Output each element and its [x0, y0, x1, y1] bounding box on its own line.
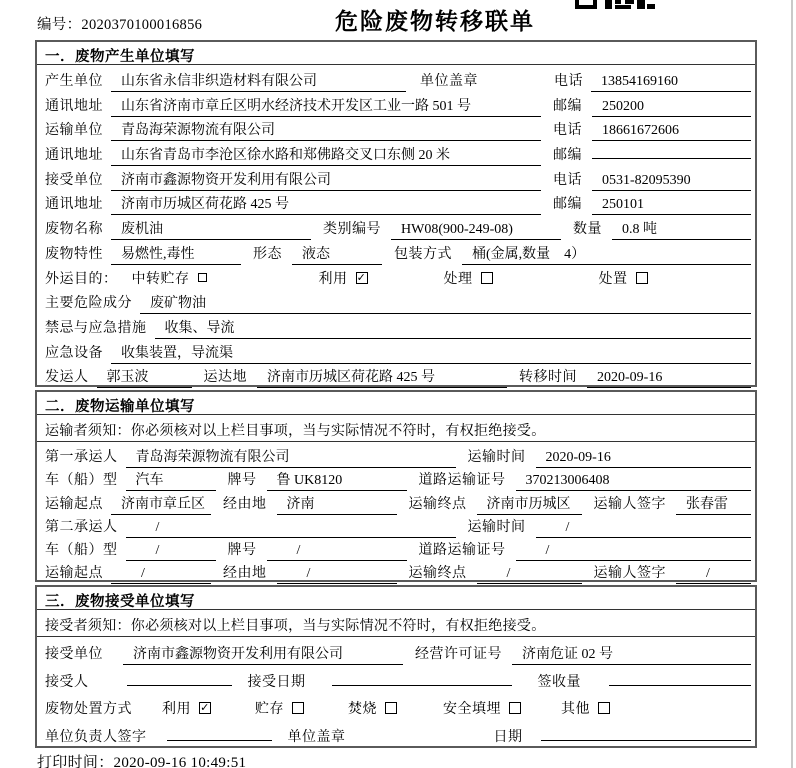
sign2-value: / [676, 566, 751, 584]
phone3-value: 0531-82095390 [592, 173, 751, 191]
serial-label: 编号： [37, 17, 82, 33]
route1-row [37, 489, 755, 512]
carrier2-value: / [126, 520, 456, 538]
producer-value: 山东省永信非织造材料有限公司 [111, 70, 406, 92]
shipper-label: 发运人 [45, 370, 89, 386]
disposal-option-store [255, 698, 304, 718]
disposal-option-utilize [162, 698, 211, 718]
addr3-label: 通讯地址 [45, 197, 103, 213]
transporter-address-row [37, 139, 755, 164]
checkbox-treat [481, 272, 493, 284]
category-value: HW08(900-249-08) [391, 222, 561, 240]
receiver-label: 接受单位 [45, 172, 103, 188]
origin2-value: / [111, 566, 211, 584]
section1-header: 一．废物产生单位填写 [37, 42, 755, 65]
section2-header: 二．废物运输单位填写 [37, 392, 755, 415]
purpose-row [37, 263, 755, 288]
disposal-option-label: 其他 [561, 702, 590, 717]
permit2-label: 道路运输证号 [418, 543, 506, 559]
via1-label: 经由地 [223, 496, 267, 512]
print-time-label: 打印时间： [37, 755, 114, 768]
carrier1-value: 青岛海荣源物流有限公司 [126, 446, 456, 468]
vehicle2-value: / [126, 543, 216, 561]
checkbox-disposal-store [292, 702, 304, 714]
license-label: 经营许可证号 [415, 647, 502, 662]
section3-header: 三．废物接受单位填写 [37, 587, 755, 610]
qty-label: 数量 [573, 222, 602, 238]
disposal-row [37, 692, 755, 720]
sign1-label: 运输人签字 [593, 496, 666, 512]
end2-value: / [477, 566, 582, 584]
disposal-option-landfill [443, 698, 521, 718]
receive-unit-label: 接受单位 [45, 647, 103, 662]
carrier1-label: 第一承运人 [45, 450, 118, 465]
purpose-option-treat [444, 268, 493, 288]
vehicle2-row [37, 535, 755, 558]
receive-date-value [332, 671, 512, 686]
end1-label: 运输终点 [408, 496, 467, 512]
disposal-option-label: 焚烧 [348, 702, 377, 717]
sign1-value: 张春雷 [676, 493, 751, 515]
unit-seal-label: 单位盖章 [420, 74, 478, 89]
phone1-value: 13854169160 [591, 74, 751, 92]
equipment-label: 应急设备 [45, 345, 103, 361]
time2-value: / [536, 520, 752, 538]
vehicle1-row [37, 465, 755, 488]
serial-value: 2020370100016856 [81, 17, 203, 33]
disposal-option-label: 利用 [162, 702, 191, 717]
receive-date-label: 接受日期 [247, 674, 306, 690]
purpose-option-transfer-storage [132, 268, 207, 288]
addr1-value: 山东省济南市章丘区明水经济技术开发区工业一路 501 号 [111, 95, 541, 117]
checkbox-disposal-landfill [509, 702, 521, 714]
qty-value: 0.8 吨 [612, 218, 751, 240]
zip1-value: 250200 [592, 99, 751, 117]
producer-row [37, 65, 755, 90]
waste-character-row [37, 238, 755, 263]
shipper-row [37, 361, 755, 386]
transporter-row [37, 114, 755, 139]
end1-value: 济南市历城区 [477, 493, 582, 515]
packing-value: 桶(金属,数量 4） [462, 243, 751, 265]
leader-sign-label: 单位负责人签字 [45, 729, 147, 745]
disposal-label: 废物处置方式 [45, 702, 132, 717]
taboo-row [37, 312, 755, 337]
equipment-row [37, 337, 755, 362]
time1-value: 2020-09-16 [536, 450, 752, 468]
checkbox-transfer-storage [198, 273, 207, 282]
origin1-label: 运输起点 [45, 496, 103, 512]
via2-value: / [277, 566, 397, 584]
purpose-option-label: 处理 [443, 271, 473, 287]
origin1-value: 济南市章丘区 [111, 493, 211, 515]
section-transporter [35, 390, 757, 582]
waste-name-value: 废机油 [111, 218, 311, 240]
plate1-value: 鲁 UK8120 [267, 469, 407, 491]
carrier2-label: 第二承运人 [45, 519, 118, 535]
phone2-value: 18661672606 [592, 123, 751, 141]
carrier2-row [37, 512, 755, 535]
transporter-label: 运输单位 [45, 123, 103, 139]
carrier1-row [37, 442, 755, 465]
transporter-notice: 运输者须知：你必须核对以上栏目事项，当与实际情况不符时，有权拒绝接受。 [37, 415, 755, 442]
unit-seal3-label: 单位盖章 [287, 729, 346, 745]
via2-label: 经由地 [223, 566, 267, 582]
receiver-row [37, 164, 755, 189]
plate2-value: / [267, 543, 407, 561]
taboo-value: 收集、导流 [155, 317, 752, 339]
page-edge-line [791, 0, 793, 768]
disposal-option-incinerate [348, 698, 397, 718]
document-title: 危险废物转移联单 [335, 9, 535, 34]
leader-sign-row [37, 720, 755, 748]
time1-label: 运输时间 [467, 450, 526, 465]
hazard-label: 主要危险成分 [45, 296, 132, 312]
addr1-label: 通讯地址 [45, 98, 103, 114]
dest-value: 济南市历城区荷花路 425 号 [257, 366, 507, 388]
via1-value: 济南 [277, 493, 397, 515]
section-producer [35, 40, 757, 387]
dest-label: 运达地 [203, 370, 247, 386]
leader-sign-value [167, 726, 272, 741]
phone1-label: 电话 [554, 74, 583, 89]
addr2-label: 通讯地址 [45, 148, 103, 164]
plate2-label: 牌号 [227, 543, 257, 559]
section-receiver [35, 585, 757, 748]
disposal-option-label: 贮存 [255, 702, 284, 717]
receiver-address-row [37, 188, 755, 213]
zip2-value [592, 144, 751, 159]
purpose-option-label: 中转贮存 [131, 271, 190, 287]
character-label: 废物特性 [45, 246, 103, 262]
receiver-notice: 接受者须知：你必须核对以上栏目事项，当与实际情况不符时，有权拒绝接受。 [37, 610, 755, 637]
zip3-value: 250101 [592, 197, 751, 215]
checkbox-disposal-utilize: ✓ [200, 701, 210, 714]
transfer-time-value: 2020-09-16 [587, 370, 751, 388]
receive-person-value [127, 671, 232, 686]
serial-number [37, 13, 202, 34]
receive-person-row [37, 665, 755, 693]
vehicle1-label: 车（船）型 [45, 473, 118, 489]
time2-label: 运输时间 [467, 519, 526, 535]
print-time-value: 2020-09-16 10:49:51 [113, 755, 247, 768]
checkbox-disposal-incinerate [385, 702, 397, 714]
print-time [37, 751, 246, 768]
hazard-row [37, 287, 755, 312]
vehicle2-label: 车（船）型 [45, 543, 118, 559]
origin2-label: 运输起点 [45, 566, 103, 582]
end2-label: 运输终点 [408, 566, 467, 582]
vehicle1-value: 汽车 [126, 469, 216, 491]
checkbox-dispose [636, 272, 648, 284]
form-label: 形态 [253, 246, 282, 262]
license-value: 济南危证 02 号 [512, 643, 751, 665]
purpose-option-label: 利用 [318, 271, 348, 287]
purpose-option-utilize [319, 268, 368, 288]
waste-name-row [37, 213, 755, 238]
equipment-value: 收集装置，导流渠 [111, 342, 751, 364]
permit1-label: 道路运输证号 [418, 473, 506, 489]
purpose-option-label: 处置 [598, 271, 628, 287]
receive-unit-row [37, 637, 755, 665]
amount-value [609, 671, 751, 686]
permit2-value: / [516, 543, 752, 561]
character-value: 易燃性,毒性 [111, 243, 241, 265]
transfer-time-label: 转移时间 [519, 370, 577, 386]
receive-person-label: 接受人 [45, 674, 89, 690]
taboo-label: 禁忌与应急措施 [45, 320, 147, 336]
date2-label: 日期 [493, 729, 523, 745]
route2-row [37, 558, 755, 581]
checkbox-utilize: ✓ [356, 270, 367, 284]
zip3-label: 邮编 [553, 197, 582, 213]
waste-name-label: 废物名称 [45, 222, 103, 238]
disposal-option-other [561, 698, 610, 718]
producer-address-row [37, 90, 755, 115]
checkbox-disposal-other [598, 702, 610, 714]
purpose-option-dispose [599, 268, 648, 288]
category-label: 类别编号 [323, 222, 381, 238]
amount-label: 签收量 [537, 674, 581, 690]
phone2-label: 电话 [553, 123, 582, 139]
zip2-label: 邮编 [553, 148, 582, 164]
shipper-value: 郭玉波 [97, 366, 192, 388]
qr-code-fragment [575, 0, 655, 10]
addr3-value: 济南市历城区荷花路 425 号 [111, 193, 541, 215]
date2-value [541, 726, 752, 741]
purpose-label: 外运目的： [45, 271, 118, 287]
plate1-label: 牌号 [227, 473, 257, 489]
hazard-value: 废矿物油 [140, 292, 751, 314]
packing-label: 包装方式 [394, 246, 452, 262]
producer-label: 产生单位 [45, 74, 103, 89]
phone3-label: 电话 [553, 172, 582, 188]
sign2-label: 运输人签字 [593, 566, 666, 582]
disposal-option-label: 安全填埋 [443, 702, 501, 717]
receive-unit-value: 济南市鑫源物资开发利用有限公司 [123, 643, 403, 665]
permit1-value: 370213006408 [516, 473, 752, 491]
form-value: 液态 [292, 243, 382, 265]
transporter-value: 青岛海荣源物流有限公司 [111, 119, 541, 141]
addr2-value: 山东省青岛市李沧区徐水路和郑佛路交叉口东侧 20 米 [111, 144, 541, 166]
zip1-label: 邮编 [553, 98, 582, 114]
receiver-value: 济南市鑫源物资开发利用有限公司 [111, 169, 541, 191]
